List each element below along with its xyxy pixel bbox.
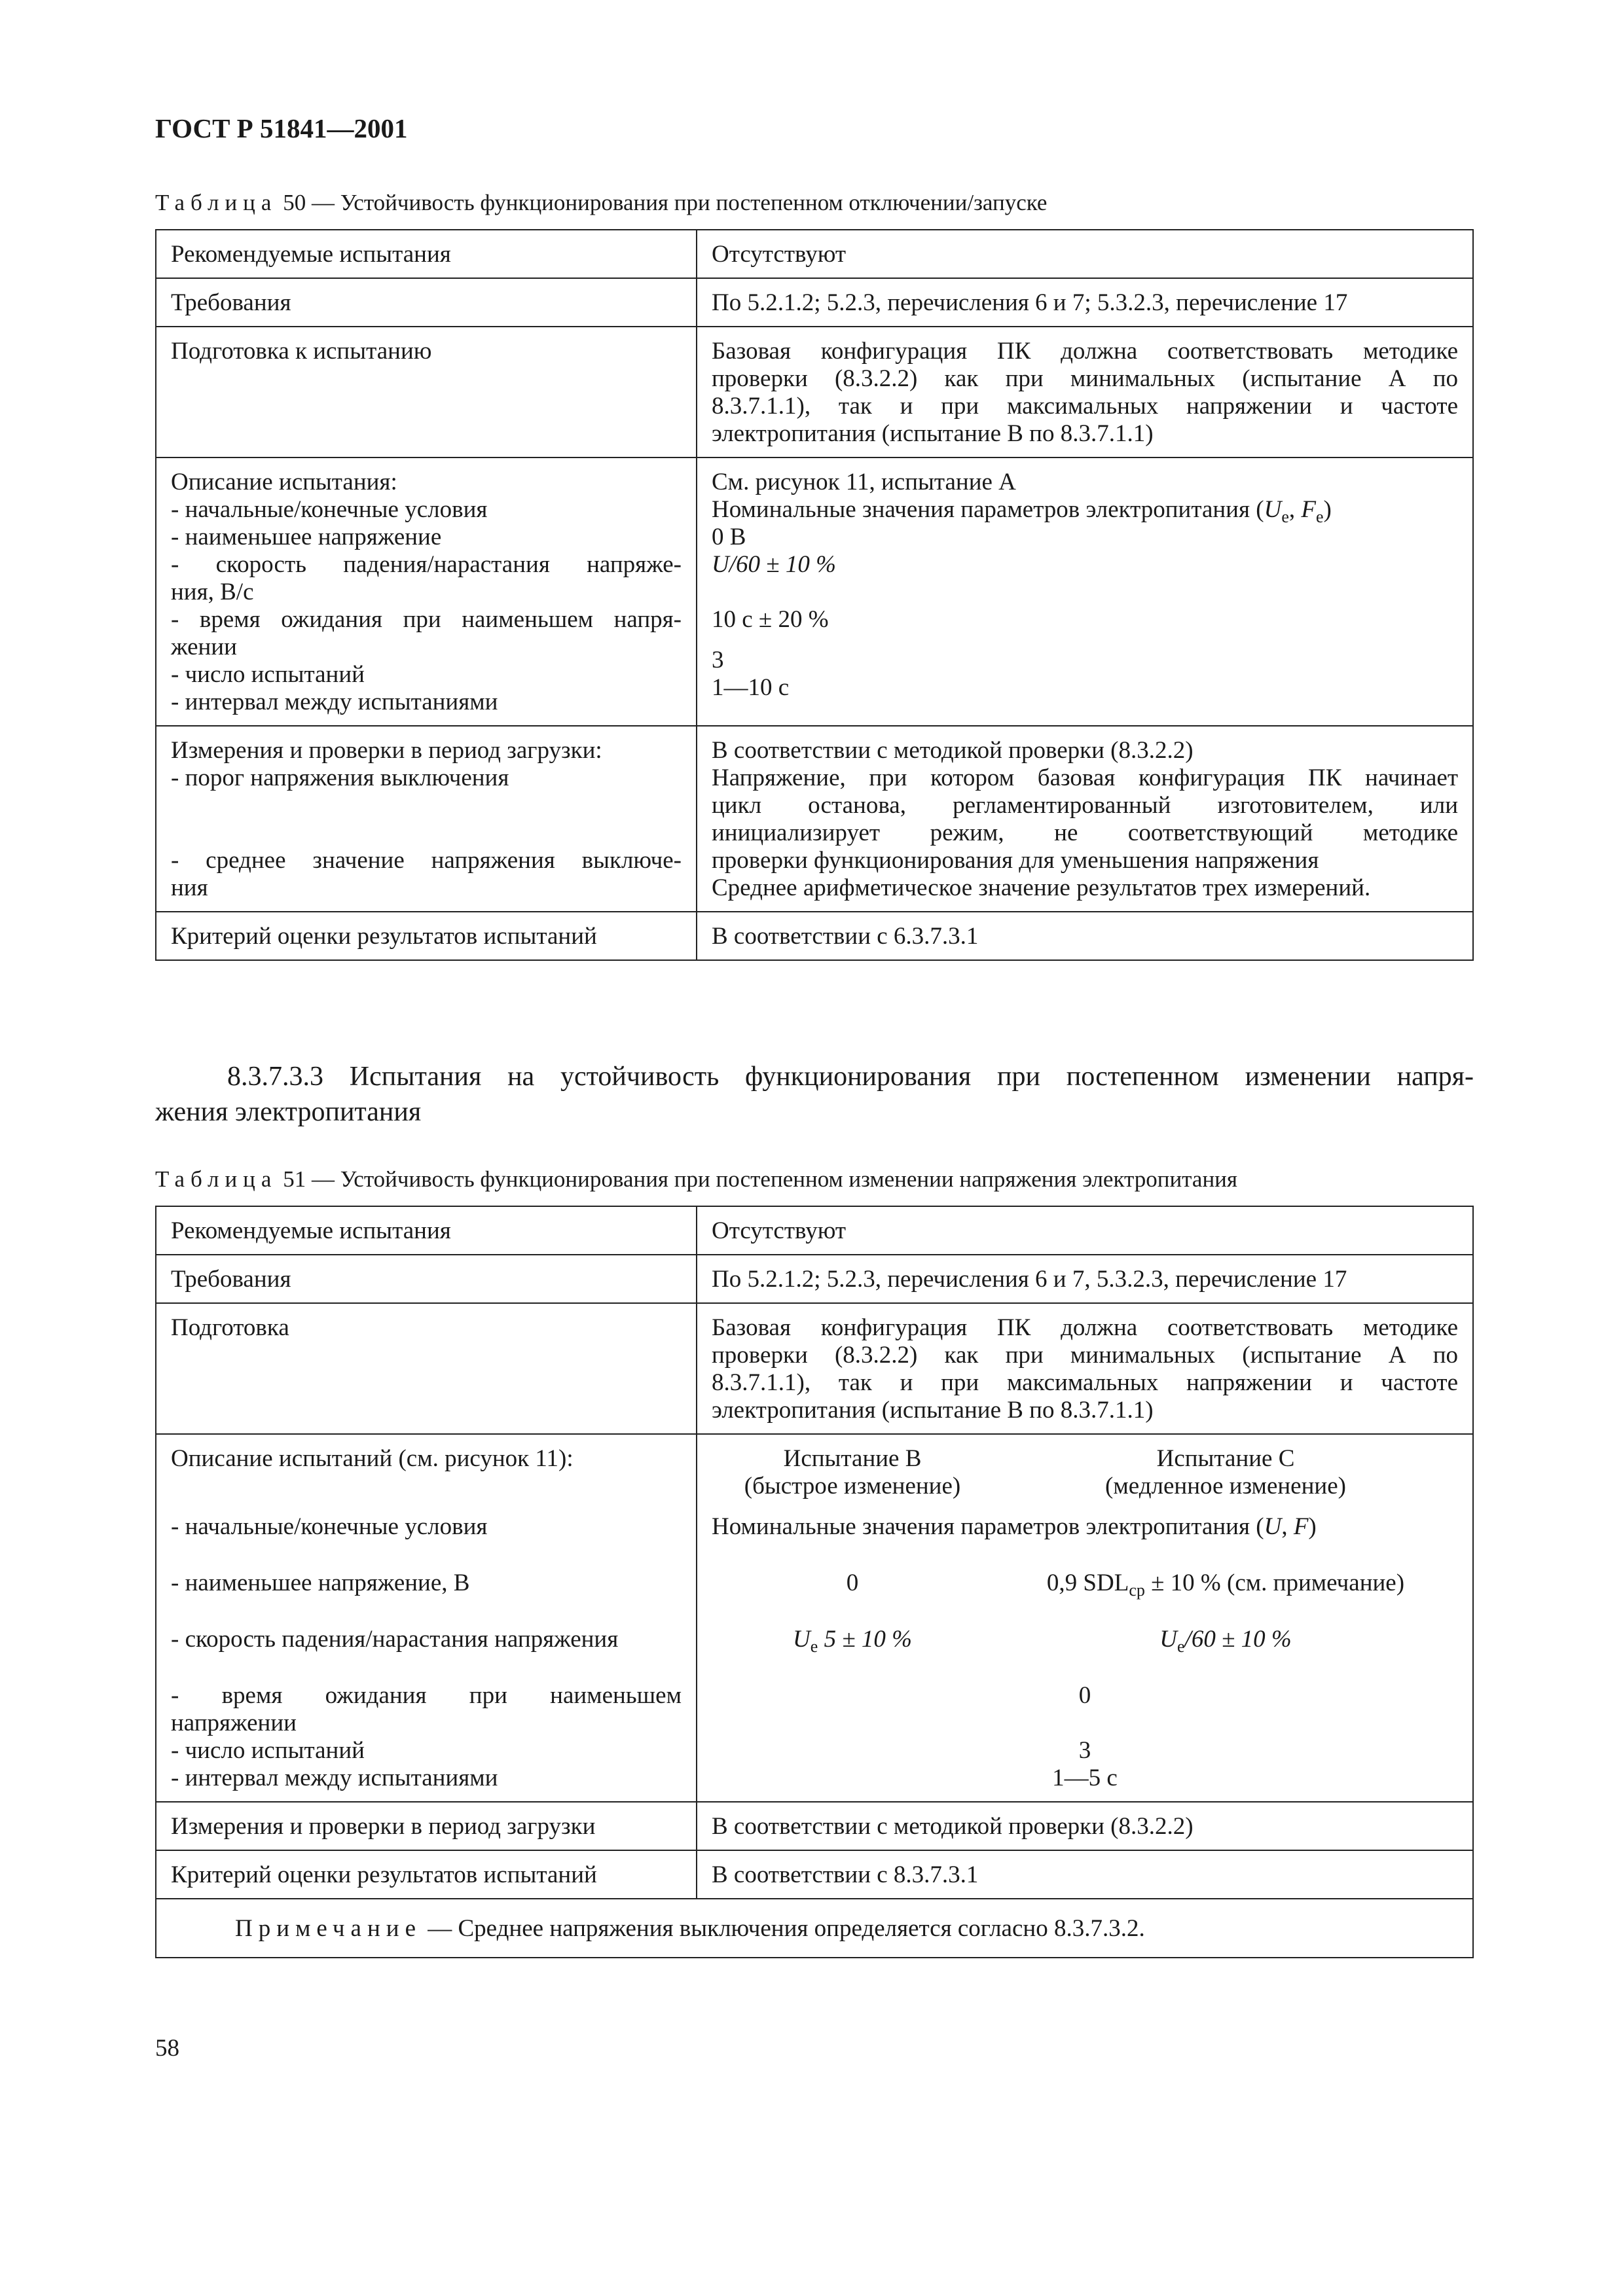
table-51-caption-text: 51 — Устойчивость функционирования при постепенном изменении напряжения электропитания xyxy=(277,1166,1238,1192)
measurements-value-line: Среднее арифметическое значение результатов трех измерений. xyxy=(712,874,1371,901)
description-label-line: - число испытаний xyxy=(171,1737,365,1764)
table-51-preparation-label: Подготовка xyxy=(156,1303,697,1434)
table-50-preparation-label: Подготовка к испытанию xyxy=(156,327,697,457)
table-row xyxy=(156,457,1473,726)
rate-values xyxy=(712,1626,1458,1656)
table-row xyxy=(156,327,1473,457)
description-label-line: - наименьшее напряжение, В xyxy=(171,1570,470,1596)
table-50-description-label xyxy=(156,457,697,726)
table-row xyxy=(156,1434,1473,1802)
symbol-sub: e xyxy=(810,1637,818,1656)
table-51-requirements-label: Требования xyxy=(156,1255,697,1303)
description-value-line: 0 В xyxy=(712,524,746,550)
table-51-note xyxy=(156,1899,1473,1958)
table-51-description-value xyxy=(697,1434,1473,1802)
spacer xyxy=(171,819,682,847)
measurements-value-line: проверки функционирования для уменьшения напряжения xyxy=(712,847,1319,874)
table-50-measurements-value xyxy=(697,726,1473,912)
description-label-line: - интервал между испытаниями xyxy=(171,1765,498,1791)
description-label-line: Описание испытаний (см. рисунок 11): xyxy=(171,1445,574,1472)
table-51-description-label xyxy=(156,1434,697,1802)
table-row xyxy=(156,1206,1473,1255)
table-row xyxy=(156,1802,1473,1850)
test-headers xyxy=(712,1445,1458,1500)
table-row xyxy=(156,912,1473,960)
test-b-title: Испытание В xyxy=(783,1445,922,1472)
preparation-line: электропитания (испытание В по 8.3.7.1.1) xyxy=(712,420,1154,447)
wait-value: 0 xyxy=(1078,1682,1091,1709)
preparation-line: проверки (8.3.2.2) как при минимальных (испытание А по xyxy=(712,365,1458,392)
symbol-sub: ср xyxy=(1129,1581,1145,1600)
symbol-u: U xyxy=(1264,496,1282,523)
spacer xyxy=(712,1710,1458,1737)
table-51-criterion-value: В соответствии с 8.3.7.3.1 xyxy=(697,1850,1473,1899)
spacer xyxy=(712,579,1458,606)
rate-c xyxy=(993,1626,1458,1656)
table-50 xyxy=(155,229,1474,961)
description-value-line: См. рисунок 11, испытание А xyxy=(712,469,1016,495)
symbol-u: U xyxy=(1159,1626,1177,1653)
page-number: 58 xyxy=(155,2035,179,2062)
table-50-recommended-label: Рекомендуемые испытания xyxy=(156,230,697,278)
table-50-requirements-value: По 5.2.1.2; 5.2.3, перечисления 6 и 7; 5.3.2.3, перечисление 17 xyxy=(697,278,1473,327)
preparation-line: 8.3.7.1.1), так и при максимальных напряжении и частоте xyxy=(712,1369,1458,1396)
description-label-line: напряжении xyxy=(171,1710,297,1736)
test-c-title: Испытание С xyxy=(1156,1445,1295,1472)
spacer xyxy=(712,634,1458,647)
measurements-label-line: - среднее значение напряжения выключе- xyxy=(171,847,682,874)
table-50-measurements-label xyxy=(156,726,697,912)
document-header: ГОСТ Р 51841—2001 xyxy=(155,113,408,143)
description-label-line: - число испытаний xyxy=(171,661,365,688)
wait-value: 10 с ± 20 % xyxy=(712,606,829,633)
table-51-recommended-label: Рекомендуемые испытания xyxy=(156,1206,697,1255)
preparation-line: проверки (8.3.2.2) как при минимальных (испытание А по xyxy=(712,1342,1458,1369)
interval-value: 1—5 с xyxy=(1052,1765,1118,1791)
rate-b xyxy=(712,1626,993,1656)
description-label-line: - скорость падения/нарастания напряже- xyxy=(171,551,682,578)
description-label-line: Описание испытания: xyxy=(171,469,397,495)
symbol-u: U xyxy=(793,1626,811,1653)
test-c-subtitle: (медленное изменение) xyxy=(1105,1473,1346,1499)
table-50-caption-text: 50 — Устойчивость функционирования при постепенном отключении/запуске xyxy=(277,190,1048,215)
description-value-line: 1—10 с xyxy=(712,674,790,701)
min-voltage-values xyxy=(712,1570,1458,1600)
table-50-caption xyxy=(155,190,1047,216)
separator: , xyxy=(1288,496,1302,523)
measurements-label-line: - порог напряжения выключения xyxy=(171,764,509,791)
table-51-recommended-value: Отсутствуют xyxy=(697,1206,1473,1255)
test-b-header xyxy=(712,1445,993,1500)
table-row xyxy=(156,1303,1473,1434)
description-value-line xyxy=(712,496,1458,524)
symbol-f: F xyxy=(1301,496,1316,523)
table-50-preparation-value xyxy=(697,327,1473,457)
description-label-line: - время ожидания при наименьшем напря- xyxy=(171,606,682,633)
initial-conditions-value xyxy=(712,1513,1458,1541)
section-heading xyxy=(155,1059,1474,1130)
description-label-line: - интервал между испытаниями xyxy=(171,689,498,715)
nominal-text: Номинальные значения параметров электропитания ( xyxy=(712,496,1264,523)
description-value-line xyxy=(712,606,1458,634)
description-label-line: - наименьшее напряжение xyxy=(171,524,442,550)
table-51 xyxy=(155,1206,1474,1958)
description-label-line: - начальные/конечные условия xyxy=(171,496,488,523)
description-label-line: ния, В/с xyxy=(171,579,254,605)
spacer xyxy=(171,1473,682,1500)
rate-c-value: /60 ± 10 % xyxy=(1184,1626,1292,1653)
description-value-line xyxy=(712,551,1458,579)
table-50-description-value xyxy=(697,457,1473,726)
sdl-tolerance: ± 10 % (см. примечание) xyxy=(1144,1570,1405,1596)
table-51-criterion-label: Критерий оценки результатов испытаний xyxy=(156,1850,697,1899)
section-heading-line: жения электропитания xyxy=(155,1097,422,1127)
section-heading-line: 8.3.7.3.3 Испытания на устойчивость функционирования при постепенном изменении напря- xyxy=(227,1062,1474,1092)
table-50-requirements-label: Требования xyxy=(156,278,697,327)
preparation-line: Базовая конфигурация ПК должна соответствовать методике xyxy=(712,338,1458,365)
note-prefix: Примечание xyxy=(235,1915,422,1942)
table-51-measurements-label: Измерения и проверки в период загрузки xyxy=(156,1802,697,1850)
min-voltage-c xyxy=(993,1570,1458,1600)
table-51-requirements-value: По 5.2.1.2; 5.2.3, перечисления 6 и 7, 5.3.2.3, перечисление 17 xyxy=(697,1255,1473,1303)
table-row xyxy=(156,1850,1473,1899)
table-51-measurements-value: В соответствии с методикой проверки (8.3.2.2) xyxy=(697,1802,1473,1850)
table-row xyxy=(156,278,1473,327)
measurements-value-line: цикл останова, регламентированный изготовителем, или xyxy=(712,792,1458,819)
symbol-f: F xyxy=(1293,1513,1309,1540)
note-text: — Среднее напряжения выключения определяется согласно 8.3.7.3.2. xyxy=(422,1915,1145,1942)
table-50-criterion-value: В соответствии с 6.3.7.3.1 xyxy=(697,912,1473,960)
symbol-sub: e xyxy=(1177,1637,1185,1656)
table-50-criterion-label: Критерий оценки результатов испытаний xyxy=(156,912,697,960)
paren-close: ) xyxy=(1308,1513,1317,1540)
measurements-value-line: В соответствии с методикой проверки (8.3.2.2) xyxy=(712,737,1194,764)
preparation-line: Базовая конфигурация ПК должна соответствовать методике xyxy=(712,1314,1458,1341)
measurements-label-line: ния xyxy=(171,874,208,901)
rate-b-value: 5 ± 10 % xyxy=(818,1626,912,1653)
table-row xyxy=(156,1255,1473,1303)
table-row xyxy=(156,230,1473,278)
table-row xyxy=(156,726,1473,912)
symbol-sub: e xyxy=(1281,507,1289,526)
preparation-line: электропитания (испытание В по 8.3.7.1.1) xyxy=(712,1397,1154,1424)
symbol-u: U xyxy=(712,551,729,578)
table-51-caption-prefix: Таблица xyxy=(155,1166,278,1192)
description-label-line: - время ожидания при наименьшем xyxy=(171,1682,682,1709)
description-label-line: - начальные/конечные условия xyxy=(171,1513,488,1540)
table-50-caption-prefix: Таблица xyxy=(155,190,278,215)
table-51-preparation-value xyxy=(697,1303,1473,1434)
description-value-line: 3 xyxy=(712,647,724,673)
initial-text: Номинальные значения параметров электропитания ( xyxy=(712,1513,1264,1540)
sdl-text: 0,9 SDL xyxy=(1046,1570,1129,1596)
test-b-subtitle: (быстрое изменение) xyxy=(744,1473,961,1499)
min-voltage-b: 0 xyxy=(846,1570,859,1596)
symbol-sub: e xyxy=(1315,507,1324,526)
preparation-line: 8.3.7.1.1), так и при максимальных напряжении и частоте xyxy=(712,393,1458,420)
separator: , xyxy=(1281,1513,1294,1540)
table-50-recommended-value: Отсутствуют xyxy=(697,230,1473,278)
measurements-value-line: инициализирует режим, не соответствующий методике xyxy=(712,819,1458,846)
count-value: 3 xyxy=(1078,1737,1091,1764)
rate-value: /60 ± 10 % xyxy=(729,551,836,578)
symbol-u: U xyxy=(1264,1513,1282,1540)
paren-close: ) xyxy=(1323,496,1332,523)
description-label-line: жении xyxy=(171,634,237,660)
description-label-line: - скорость падения/нарастания напряжения xyxy=(171,1626,619,1653)
spacer xyxy=(171,792,682,819)
measurements-value-line: Напряжение, при котором базовая конфигурация ПК начинает xyxy=(712,764,1458,791)
measurements-label-line: Измерения и проверки в период загрузки: xyxy=(171,737,602,764)
table-row xyxy=(156,1899,1473,1958)
table-51-caption xyxy=(155,1166,1237,1193)
test-c-header xyxy=(993,1445,1458,1500)
